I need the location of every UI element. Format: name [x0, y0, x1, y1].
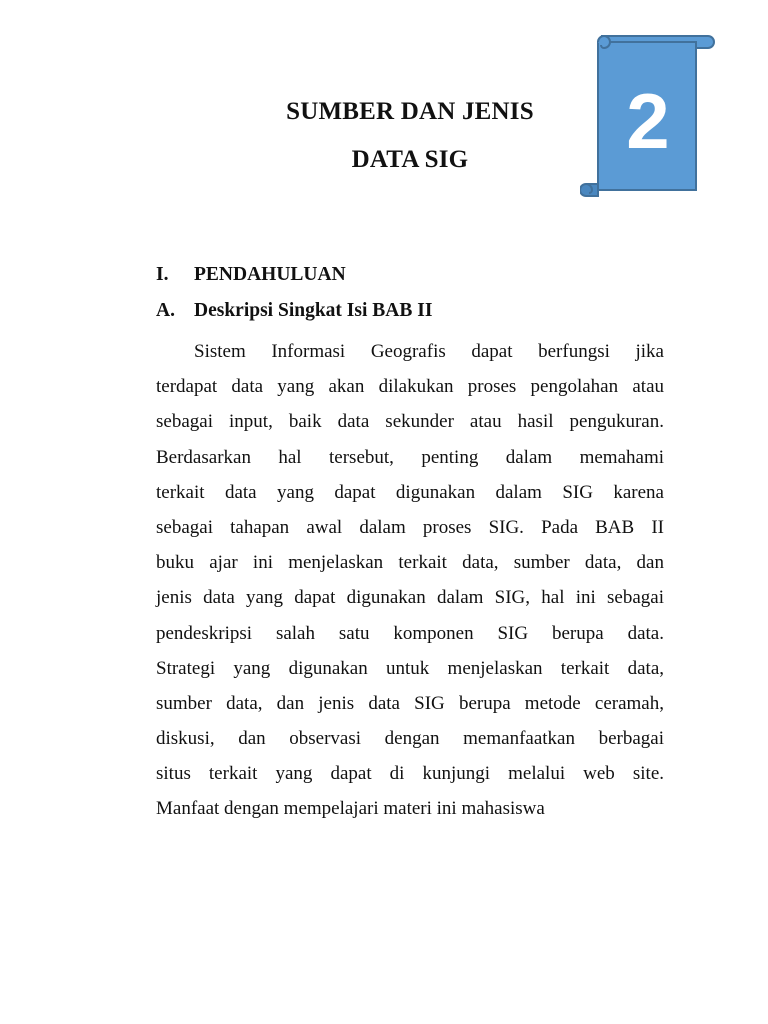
- paragraph-line: Manfaat dengan mempelajari materi ini mahasiswa: [156, 798, 545, 820]
- section-number: I.: [156, 264, 169, 285]
- chapter-number-scroll: [580, 30, 716, 202]
- paragraph-line: pendeskripsi salah satu komponen SIG berupa data.: [156, 622, 664, 644]
- subsection-heading: [156, 300, 432, 322]
- paragraph-line: sebagai tahapan awal dalam proses SIG. Pada BAB II: [156, 516, 664, 538]
- subsection-number: A.: [156, 300, 175, 321]
- chapter-number: 2: [626, 77, 670, 165]
- body-paragraph: [156, 334, 664, 827]
- paragraph-line: terdapat data yang akan dilakukan proses pengolahan atau: [156, 376, 664, 398]
- paragraph-line: buku ajar ini menjelaskan terkait data, sumber data, dan: [156, 552, 664, 574]
- paragraph-line: jenis data yang dapat digunakan dalam SIG, hal ini sebagai: [156, 587, 664, 609]
- section-title: PENDAHULUAN: [194, 264, 346, 285]
- paragraph-line: Berdasarkan hal tersebut, penting dalam memahami: [156, 446, 664, 468]
- paragraph-line: sumber data, dan jenis data SIG berupa metode ceramah,: [156, 692, 664, 714]
- subsection-title: Deskripsi Singkat Isi BAB II: [194, 300, 433, 321]
- paragraph-line: sebagai input, baik data sekunder atau hasil pengukuran.: [156, 411, 664, 433]
- paragraph-line: terkait data yang dapat digunakan dalam SIG karena: [156, 481, 664, 503]
- chapter-title-line1: SUMBER DAN JENIS: [286, 98, 534, 125]
- paragraph-line: situs terkait yang dapat di kunjungi melalui web site.: [156, 763, 664, 785]
- paragraph-line: Sistem Informasi Geografis dapat berfungsi jika: [194, 341, 664, 362]
- paragraph-line: Strategi yang digunakan untuk menjelaskan terkait data,: [156, 657, 664, 679]
- chapter-title-line2: DATA SIG: [351, 146, 469, 173]
- section-heading: [156, 264, 346, 286]
- paragraph-line: diskusi, dan observasi dengan memanfaatkan berbagai: [156, 728, 664, 750]
